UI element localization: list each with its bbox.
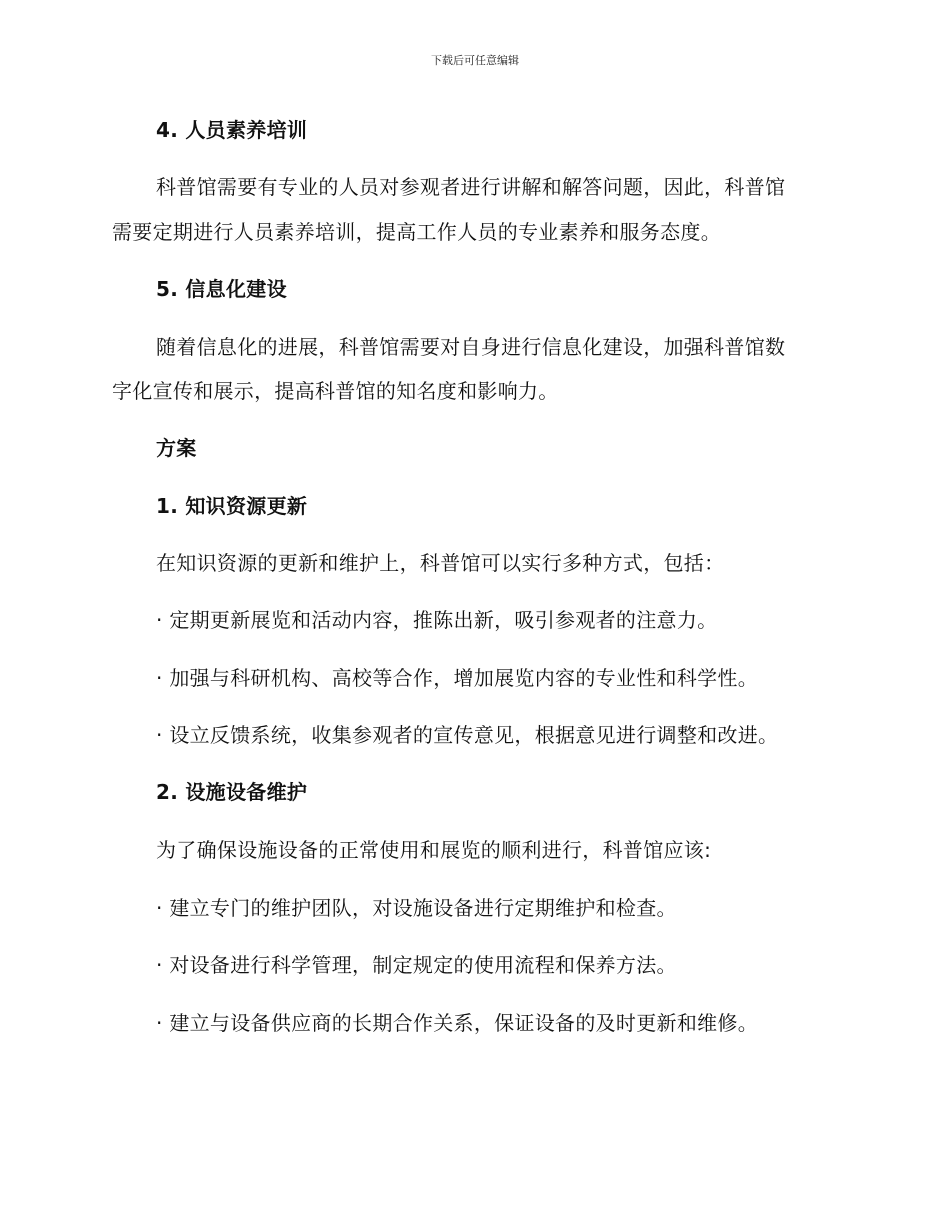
- section-heading-5: 5. 信息化建设: [156, 277, 287, 301]
- list-item: · 定期更新展览和活动内容，推陈出新，吸引参观者的注意力。: [156, 608, 718, 632]
- plan-section-title: 方案: [156, 436, 197, 460]
- list-item: · 对设备进行科学管理，制定规定的使用流程和保养方法。: [156, 953, 677, 977]
- subsection-heading-1: 1. 知识资源更新: [156, 494, 308, 518]
- page-header-note: 下载后可任意编辑: [431, 54, 519, 67]
- list-item: · 建立与设备供应商的长期合作关系，保证设备的及时更新和维修。: [156, 1011, 759, 1035]
- paragraph-4-line-2: 需要定期进行人员素养培训，提高工作人员的专业素养和服务态度。: [112, 220, 721, 244]
- paragraph-5-line-1: 随着信息化的进展，科普馆需要对自身进行信息化建设，加强科普馆数: [156, 335, 786, 359]
- paragraph-4-line-1: 科普馆需要有专业的人员对参观者进行讲解和解答问题，因此，科普馆: [156, 175, 786, 199]
- section-heading-4: 4. 人员素养培训: [156, 118, 308, 142]
- paragraph-5-line-2: 字化宣传和展示，提高科普馆的知名度和影响力。: [112, 379, 559, 403]
- list-item: · 加强与科研机构、高校等合作，增加展览内容的专业性和科学性。: [156, 666, 759, 690]
- list-item: · 建立专门的维护团队，对设施设备进行定期维护和检查。: [156, 896, 677, 920]
- subsection-2-intro: 为了确保设施设备的正常使用和展览的顺利进行，科普馆应该:: [156, 838, 712, 862]
- list-item: · 设立反馈系统，收集参观者的宣传意见，根据意见进行调整和改进。: [156, 723, 779, 747]
- subsection-1-intro: 在知识资源的更新和维护上，科普馆可以实行多种方式，包括：: [156, 551, 725, 575]
- subsection-heading-2: 2. 设施设备维护: [156, 780, 308, 804]
